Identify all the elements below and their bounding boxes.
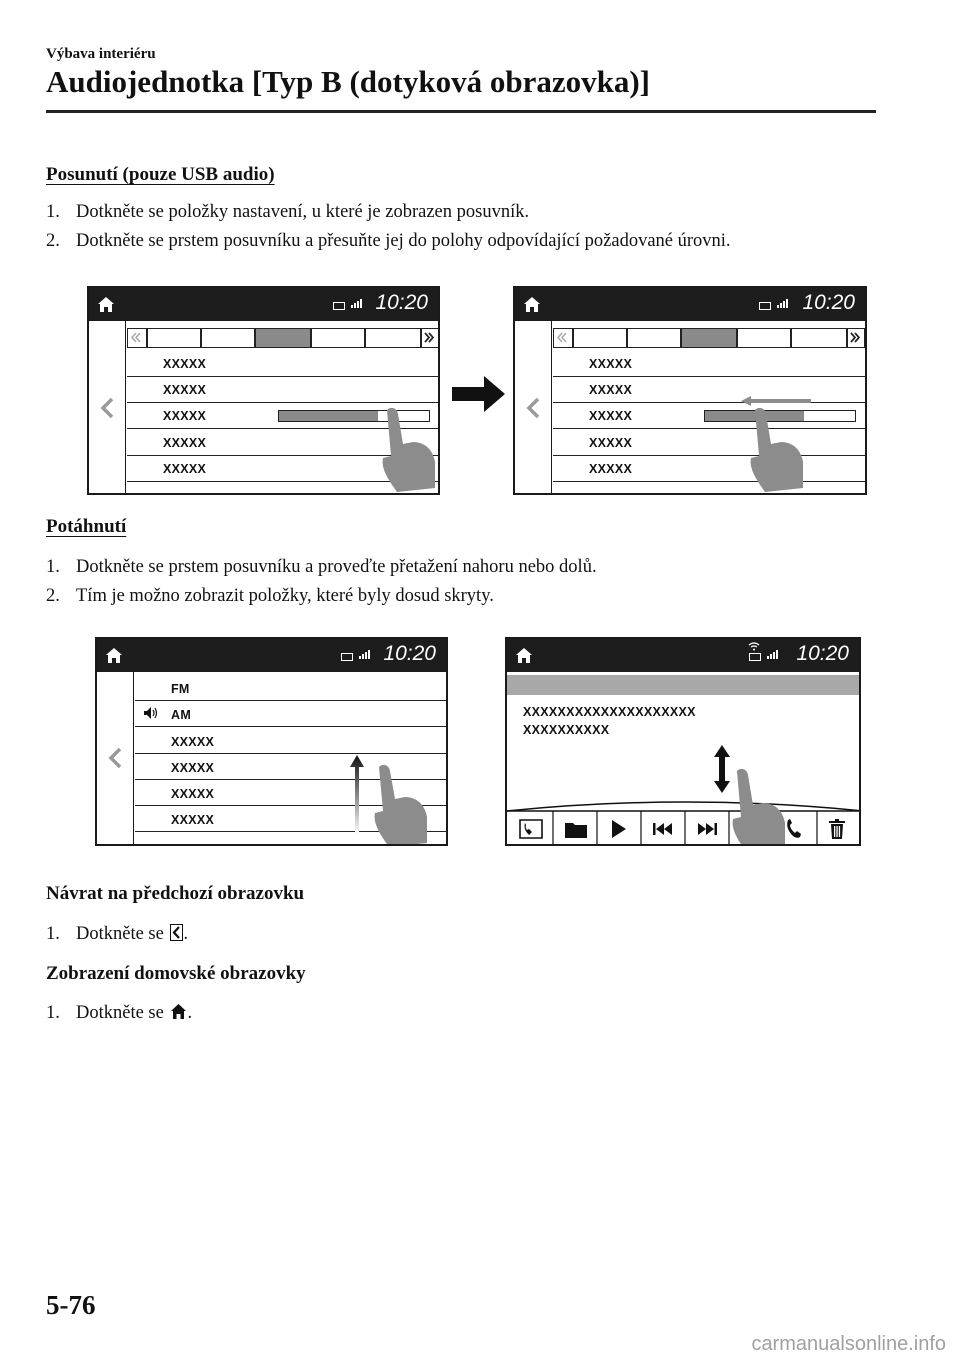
arrow-right-icon xyxy=(452,374,506,414)
tab-scroll-right[interactable] xyxy=(847,328,865,348)
battery-icon xyxy=(333,302,345,310)
tab[interactable] xyxy=(737,328,791,348)
status-bar xyxy=(89,288,438,321)
control-bar xyxy=(507,795,861,846)
settings-screen-after xyxy=(513,286,867,495)
tab[interactable] xyxy=(201,328,255,348)
track-title: XXXXXXXXXXXXXXXXXXXX xyxy=(523,705,696,719)
tab[interactable] xyxy=(311,328,365,348)
signal-icon xyxy=(767,649,781,659)
row-label: XXXXX xyxy=(589,462,633,476)
hand-pointer-icon xyxy=(379,406,439,495)
folder-icon[interactable] xyxy=(565,821,587,838)
step-text: Dotkněte se xyxy=(76,924,164,944)
chevron-left-icon xyxy=(170,924,183,941)
item-label: XXXXX xyxy=(171,761,215,775)
status-bar xyxy=(97,639,446,672)
tab[interactable] xyxy=(365,328,421,348)
step-text: Dotkněte se xyxy=(76,1003,164,1023)
wifi-icon xyxy=(747,641,761,651)
settings-row[interactable] xyxy=(127,350,440,377)
left-column xyxy=(515,321,552,493)
heading-back: Návrat na předchozí obrazovku xyxy=(46,883,305,904)
item-label: XXXXX xyxy=(171,735,215,749)
clock: 10:20 xyxy=(802,291,855,314)
heading-home: Zobrazení domovské obrazovky xyxy=(46,963,306,984)
step-number: 1. xyxy=(46,1003,60,1023)
tab-scroll-right[interactable] xyxy=(421,328,439,348)
play-icon[interactable] xyxy=(611,820,627,838)
tab[interactable] xyxy=(791,328,847,348)
settings-row[interactable] xyxy=(553,350,867,377)
clock: 10:20 xyxy=(383,642,436,665)
section-label: Výbava interiéru xyxy=(46,46,156,62)
step-text: Dotkněte se prstem posuvníku a proveďte přetažení nahoru nebo dolů. xyxy=(76,557,597,577)
tab[interactable] xyxy=(573,328,627,348)
row-label: XXXXX xyxy=(589,436,633,450)
item-label: AM xyxy=(171,708,192,722)
status-bar xyxy=(515,288,865,321)
signal-icon xyxy=(777,298,791,308)
settings-row[interactable] xyxy=(553,377,867,403)
step-end: . xyxy=(187,1003,193,1023)
step-number: 1. xyxy=(46,557,60,577)
step-number: 1. xyxy=(46,924,60,944)
tab-bar xyxy=(127,328,440,348)
list-item[interactable] xyxy=(135,675,448,701)
heading-drag: Potáhnutí xyxy=(46,516,127,537)
step-drag-2 xyxy=(46,586,494,607)
settings-row[interactable] xyxy=(553,429,867,456)
page-number: 5-76 xyxy=(46,1290,96,1320)
media-screen xyxy=(505,637,861,846)
list-item-selected[interactable] xyxy=(135,701,448,727)
step-text: Dotkněte se položky nastavení, u které je zobrazen posuvník. xyxy=(76,202,530,222)
tab-active[interactable] xyxy=(681,328,737,348)
progress-band xyxy=(507,675,861,695)
step-back-1 xyxy=(46,924,188,945)
step-text: Tím je možno zobrazit položky, které byly dosud skryty. xyxy=(76,586,494,606)
slider-fill xyxy=(279,411,378,421)
step-end: . xyxy=(183,924,189,944)
battery-icon xyxy=(759,302,771,310)
step-slide-2 xyxy=(46,231,731,252)
radio-list-screen xyxy=(95,637,448,846)
speaker-icon xyxy=(143,706,159,720)
row-label: XXXXX xyxy=(589,357,633,371)
settings-screen-before xyxy=(87,286,440,495)
row-label: XXXXX xyxy=(163,383,207,397)
home-icon xyxy=(170,1003,187,1020)
status-bar xyxy=(507,639,859,672)
next-track-icon[interactable] xyxy=(697,823,717,835)
clock: 10:20 xyxy=(796,642,849,665)
tab-scroll-left[interactable] xyxy=(127,328,147,348)
row-label: XXXXX xyxy=(163,436,207,450)
double-chevron-right-icon xyxy=(848,329,863,346)
row-label: XXXXX xyxy=(163,462,207,476)
signal-icon xyxy=(351,298,365,308)
home-icon[interactable] xyxy=(523,296,541,313)
tab-active[interactable] xyxy=(255,328,311,348)
watermark: carmanualsonline.info xyxy=(751,1333,946,1355)
tab-scroll-left[interactable] xyxy=(553,328,573,348)
double-chevron-left-icon xyxy=(128,329,145,346)
drag-updown-arrow-icon xyxy=(714,745,730,793)
hand-pointer-icon xyxy=(373,763,431,846)
title-rule xyxy=(46,110,876,113)
signal-icon xyxy=(359,649,373,659)
step-text: Dotkněte se prstem posuvníku a přesuňte jej do polohy odpovídající požadované úrovni. xyxy=(76,231,731,251)
row-label: XXXXX xyxy=(163,357,207,371)
page-title: Audiojednotka [Typ B (dotyková obrazovka)] xyxy=(46,64,651,99)
hand-pointer-icon xyxy=(747,406,807,495)
settings-row[interactable] xyxy=(553,456,867,482)
step-number: 1. xyxy=(46,202,60,222)
chevron-left-icon[interactable] xyxy=(108,747,122,769)
drag-up-arrow-icon xyxy=(350,755,364,835)
item-label: FM xyxy=(171,682,190,696)
heading-slide: Posunutí (pouze USB audio) xyxy=(46,164,275,185)
step-drag-1 xyxy=(46,557,597,578)
hand-pointer-icon xyxy=(729,767,791,846)
home-icon[interactable] xyxy=(515,647,533,664)
step-slide-1 xyxy=(46,202,529,223)
double-chevron-left-icon xyxy=(554,329,571,346)
settings-row-slider[interactable] xyxy=(553,403,867,429)
tab[interactable] xyxy=(627,328,681,348)
row-label: XXXXX xyxy=(589,383,633,397)
phone-list-icon[interactable] xyxy=(519,819,543,839)
step-number: 2. xyxy=(46,586,60,606)
row-label: XXXXX xyxy=(589,409,633,423)
step-home-1 xyxy=(46,1003,192,1024)
clock: 10:20 xyxy=(375,291,428,314)
chevron-left-icon[interactable] xyxy=(100,397,114,419)
item-label: XXXXX xyxy=(171,787,215,801)
trash-icon[interactable] xyxy=(829,819,845,839)
previous-track-icon[interactable] xyxy=(653,823,673,835)
item-label: XXXXX xyxy=(171,813,215,827)
step-number: 2. xyxy=(46,231,60,251)
drag-left-arrow-icon xyxy=(741,396,813,406)
left-column xyxy=(89,321,126,493)
list-item[interactable] xyxy=(135,727,448,754)
double-chevron-right-icon xyxy=(422,329,437,346)
left-column xyxy=(97,672,134,844)
battery-icon xyxy=(749,653,761,661)
home-icon[interactable] xyxy=(105,647,123,664)
home-icon[interactable] xyxy=(97,296,115,313)
battery-icon xyxy=(341,653,353,661)
tab-bar xyxy=(553,328,867,348)
tab[interactable] xyxy=(147,328,201,348)
row-label: XXXXX xyxy=(163,409,207,423)
track-artist: XXXXXXXXXX xyxy=(523,723,610,737)
chevron-left-icon[interactable] xyxy=(526,397,540,419)
settings-row[interactable] xyxy=(127,377,440,403)
